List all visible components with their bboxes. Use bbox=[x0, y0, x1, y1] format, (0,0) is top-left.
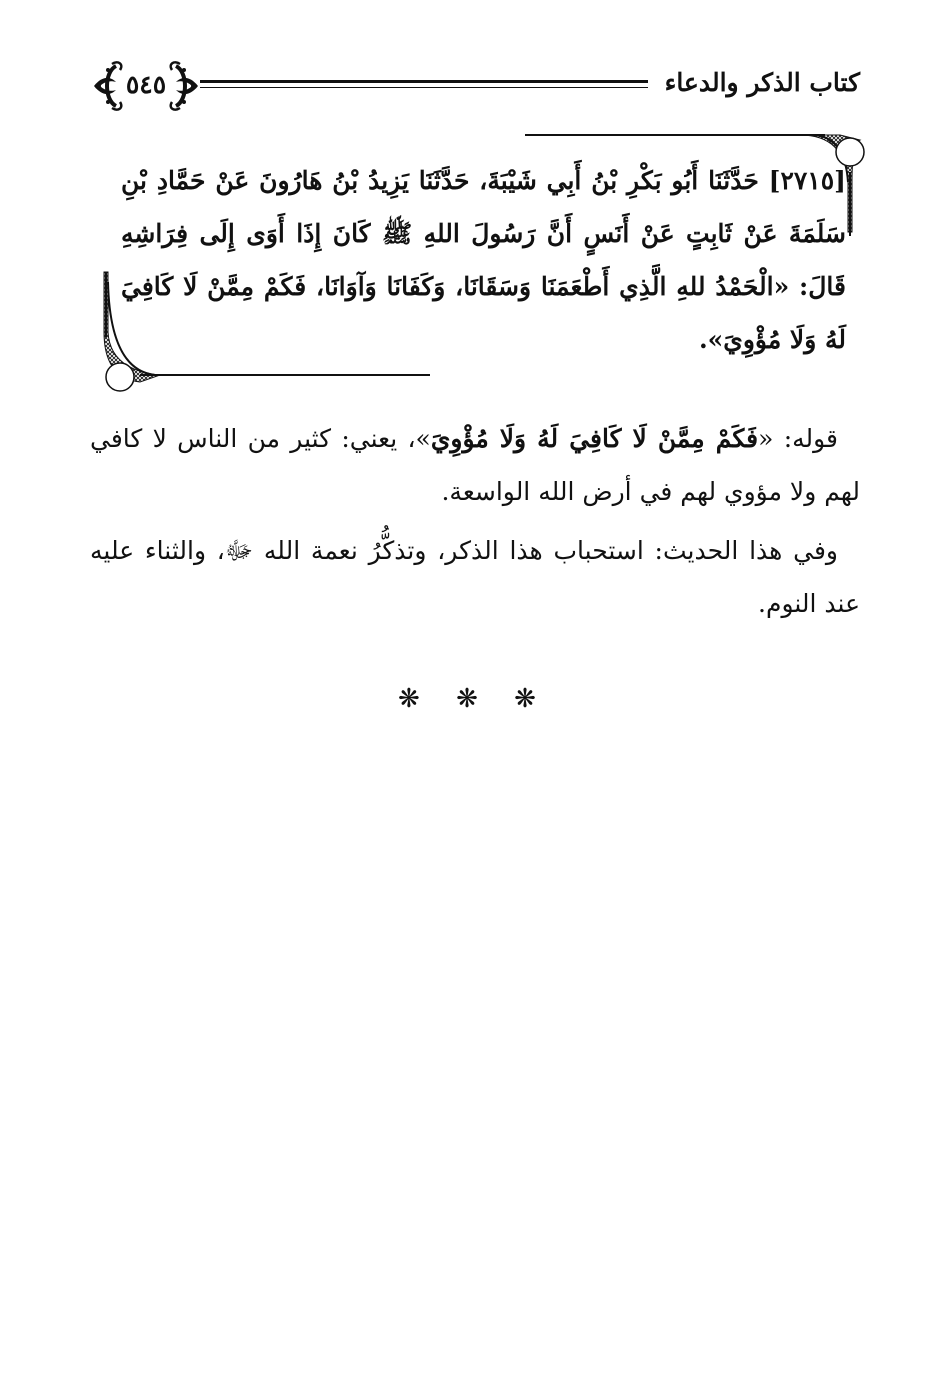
section-divider-stars-icon: ❋ ❋ ❋ bbox=[398, 684, 550, 714]
commentary-lead: قوله: « bbox=[758, 424, 838, 453]
book-title: كتاب الذكر والدعاء bbox=[664, 68, 860, 97]
commentary-quote: فَكَمْ مِمَّنْ لَا كَافِيَ لَهُ وَلَا مُؤْوِيَ bbox=[430, 424, 759, 453]
commentary-paragraph-2 bbox=[90, 524, 860, 630]
header-rule bbox=[200, 80, 648, 88]
commentary bbox=[90, 412, 860, 630]
hadith-frame bbox=[100, 132, 868, 394]
running-header bbox=[90, 58, 860, 128]
commentary-paragraph-1 bbox=[90, 412, 860, 518]
page-number: ٥٤٥ bbox=[125, 70, 167, 99]
hadith-text: [٢٧١٥] حَدَّثَنَا أَبُو بَكْرِ بْنُ أَبِي شَيْبَةَ، حَدَّثَنَا يَزِيدُ بْنُ هَارُونَ عَنْ حَمَّادِ بْنِ سَلَمَةَ عَنْ ثَابِتٍ عَنْ أَنَسٍ أَنَّ رَسُولَ اللهِ ﷺ كَانَ إِذَا أَوَى إِلَى فِرَاشِهِ قَالَ: «الْحَمْدُ للهِ الَّذِي أَطْعَمَنَا وَسَقَانَا، وَكَفَانَا وَآوَانَا، فَكَمْ مِمَّنْ لَا كَافِيَ لَهُ وَلَا مُؤْوِيَ». bbox=[121, 166, 846, 354]
commentary-explanation: »، يعني: كثير من الناس لا كافي لهم ولا مؤوي لهم في أرض الله الواسعة. bbox=[90, 424, 860, 506]
commentary-benefit: وفي هذا الحديث: استحباب هذا الذكر، وتذكُّرُ نعمة الله ﷻ، والثناء عليه عند النوم. bbox=[90, 536, 860, 618]
